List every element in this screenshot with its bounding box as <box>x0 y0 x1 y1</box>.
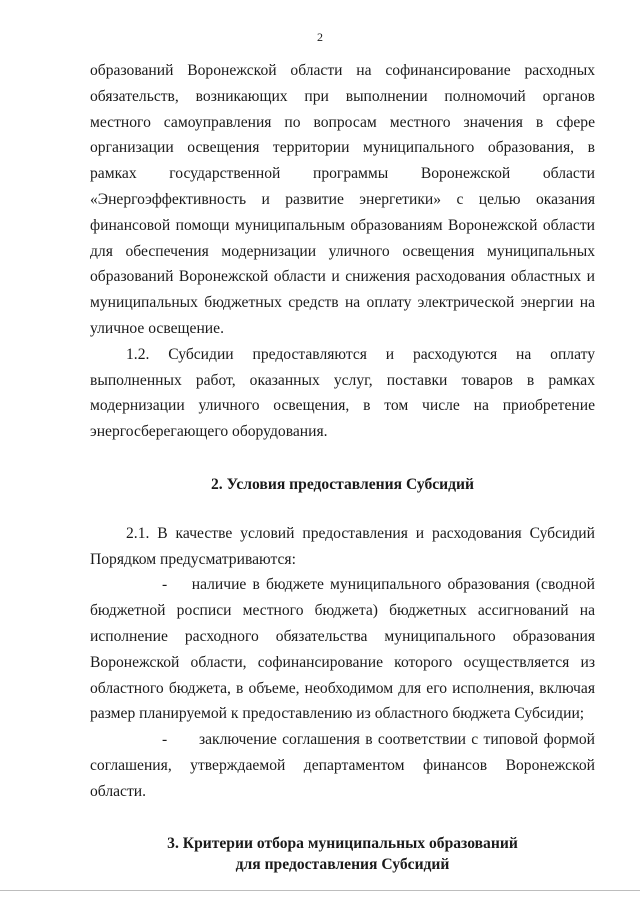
bullet-item-2 <box>90 727 595 804</box>
bullet-item-1 <box>90 572 595 727</box>
paragraph-continuation: образований Воронежской области на софинансирование расходных обязательств, возникающих при выполнении полномочий органов местного самоуправления по вопросам местного значения в сфере организации освещения территории муниципального образования, в рамках государственной программы Воронежской области «Энергоэффективность и развитие энергетики» с целью оказания финансовой помощи муниципальным образованиям Воронежской области для обеспечения модернизации уличного освещения муниципальных образований Воронежской области и снижения расходования областных и муниципальных бюджетных средств на оплату электрической энергии на уличное освещение. <box>90 62 595 337</box>
section-3-heading <box>90 833 595 875</box>
document-body <box>90 58 595 875</box>
bullet-dash: - <box>162 731 168 749</box>
page-number: 2 <box>317 30 323 44</box>
section-2-heading: 2. Условия предоставления Субсидий <box>210 475 474 493</box>
page-bottom-divider <box>0 890 640 891</box>
bullet-text: заключение соглашения в соответствии с типовой формой соглашения, утверждаемой департаментом финансов Воронежской области. <box>90 731 595 800</box>
paragraph-1-2: 1.2. Субсидии предоставляются и расходуются на оплату выполненных работ, оказанных услуг, поставки товаров в рамках модернизации уличного освещения, в том числе на приобретение энергосберегающего оборудования. <box>90 345 595 441</box>
bullet-text: наличие в бюджете муниципального образования (сводной бюджетной росписи местного бюджета) бюджетных ассигнований на исполнение расходного обязательства муниципального образования Воронежской области, софинансирование которого осуществляется из областного бюджета, в объеме, необходимом для его исполнения, включая размер планируемой к предоставлению из областного бюджета Субсидии; <box>90 576 595 723</box>
section-3-heading-line-2: для предоставления Субсидий <box>235 855 450 873</box>
paragraph-2-1: 2.1. В качестве условий предоставления и расходования Субсидий Порядком предусматриваются: <box>90 524 595 568</box>
section-3-heading-line-1: 3. Критерии отбора муниципальных образований <box>167 834 518 852</box>
bullet-dash: - <box>162 576 168 594</box>
